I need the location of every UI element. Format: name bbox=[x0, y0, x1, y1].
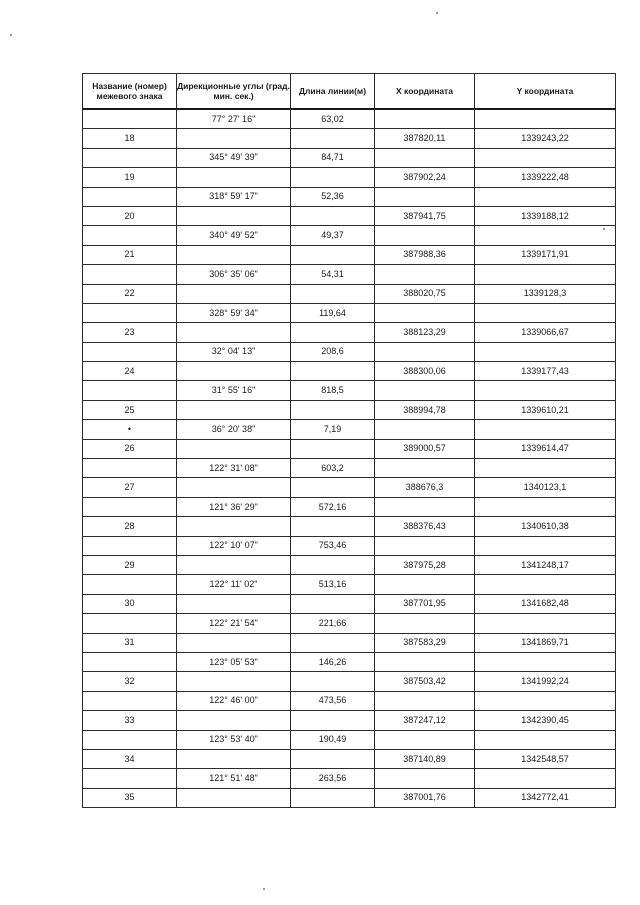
line-length-cell: 473,56 bbox=[291, 691, 375, 710]
x-coordinate-cell: 388676,3 bbox=[375, 478, 475, 497]
marker-name-cell bbox=[83, 187, 177, 206]
line-length-cell: 572,16 bbox=[291, 497, 375, 516]
line-length-cell bbox=[291, 478, 375, 497]
y-coordinate-cell: 1340610,38 bbox=[475, 517, 616, 536]
x-coordinate-cell: 387941,75 bbox=[375, 206, 475, 225]
table-row-marker bbox=[83, 245, 616, 264]
directional-angle-cell: 345° 49' 39" bbox=[177, 148, 291, 167]
line-length-cell bbox=[291, 594, 375, 613]
y-coordinate-cell bbox=[475, 769, 616, 788]
marker-name-cell bbox=[83, 614, 177, 633]
directional-angle-cell bbox=[177, 284, 291, 303]
line-length-cell: 190,49 bbox=[291, 730, 375, 749]
y-coordinate-cell bbox=[475, 691, 616, 710]
y-coordinate-cell: 1341248,17 bbox=[475, 555, 616, 574]
directional-angle-cell bbox=[177, 245, 291, 264]
y-coordinate-cell: 1339243,22 bbox=[475, 129, 616, 148]
boundary-marker-coordinates-table bbox=[82, 73, 616, 808]
header-y-coordinate: Y координата bbox=[475, 74, 616, 110]
x-coordinate-cell bbox=[375, 575, 475, 594]
marker-name-cell: 23 bbox=[83, 323, 177, 342]
table-row-segment bbox=[83, 652, 616, 671]
marker-name-cell bbox=[83, 342, 177, 361]
y-coordinate-cell: 1339128,3 bbox=[475, 284, 616, 303]
marker-name-cell: 27 bbox=[83, 478, 177, 497]
table-row-marker bbox=[83, 362, 616, 381]
table-row-marker bbox=[83, 594, 616, 613]
y-coordinate-cell: 1342772,41 bbox=[475, 788, 616, 807]
line-length-cell: 513,16 bbox=[291, 575, 375, 594]
x-coordinate-cell: 387583,29 bbox=[375, 633, 475, 652]
x-coordinate-cell bbox=[375, 226, 475, 245]
table-row-segment bbox=[83, 691, 616, 710]
x-coordinate-cell: 388300,06 bbox=[375, 362, 475, 381]
x-coordinate-cell bbox=[375, 109, 475, 129]
table-row-marker bbox=[83, 129, 616, 148]
line-length-cell: 7,19 bbox=[291, 420, 375, 439]
marker-name-cell bbox=[83, 497, 177, 516]
directional-angle-cell bbox=[177, 788, 291, 807]
x-coordinate-cell bbox=[375, 303, 475, 322]
line-length-cell bbox=[291, 749, 375, 768]
directional-angle-cell: 306° 35' 06" bbox=[177, 265, 291, 284]
directional-angle-cell bbox=[177, 129, 291, 148]
marker-name-cell: 31 bbox=[83, 633, 177, 652]
table-row-marker bbox=[83, 439, 616, 458]
directional-angle-cell: 122° 31' 08" bbox=[177, 459, 291, 478]
table-row-marker bbox=[83, 206, 616, 225]
y-coordinate-cell bbox=[475, 536, 616, 555]
marker-name-cell bbox=[83, 148, 177, 167]
marker-name-cell: 34 bbox=[83, 749, 177, 768]
x-coordinate-cell: 388994,78 bbox=[375, 400, 475, 419]
directional-angle-cell bbox=[177, 711, 291, 730]
line-length-cell bbox=[291, 206, 375, 225]
directional-angle-cell bbox=[177, 362, 291, 381]
line-length-cell bbox=[291, 362, 375, 381]
scan-speck bbox=[436, 12, 438, 14]
table-row-segment bbox=[83, 109, 616, 129]
directional-angle-cell: 123° 05' 53" bbox=[177, 652, 291, 671]
line-length-cell bbox=[291, 284, 375, 303]
y-coordinate-cell: 1339066,67 bbox=[475, 323, 616, 342]
y-coordinate-cell bbox=[475, 652, 616, 671]
line-length-cell bbox=[291, 672, 375, 691]
y-coordinate-cell bbox=[475, 187, 616, 206]
line-length-cell: 54,31 bbox=[291, 265, 375, 284]
table-row-marker bbox=[83, 633, 616, 652]
y-coordinate-cell bbox=[475, 420, 616, 439]
directional-angle-cell: 122° 46' 00" bbox=[177, 691, 291, 710]
directional-angle-cell bbox=[177, 323, 291, 342]
x-coordinate-cell: 387140,89 bbox=[375, 749, 475, 768]
table-row-segment bbox=[83, 342, 616, 361]
line-length-cell: 84,71 bbox=[291, 148, 375, 167]
y-coordinate-cell bbox=[475, 381, 616, 400]
x-coordinate-cell: 387975,28 bbox=[375, 555, 475, 574]
marker-name-cell bbox=[83, 769, 177, 788]
marker-name-cell: 28 bbox=[83, 517, 177, 536]
x-coordinate-cell bbox=[375, 381, 475, 400]
header-x-coordinate: X координата bbox=[375, 74, 475, 110]
x-coordinate-cell bbox=[375, 459, 475, 478]
x-coordinate-cell bbox=[375, 652, 475, 671]
x-coordinate-cell: 387001,76 bbox=[375, 788, 475, 807]
y-coordinate-cell bbox=[475, 148, 616, 167]
marker-name-cell bbox=[83, 303, 177, 322]
table-row-segment bbox=[83, 536, 616, 555]
scan-speck bbox=[10, 34, 12, 36]
directional-angle-cell bbox=[177, 749, 291, 768]
y-coordinate-cell bbox=[475, 614, 616, 633]
table-row-segment bbox=[83, 497, 616, 516]
y-coordinate-cell bbox=[475, 109, 616, 129]
x-coordinate-cell bbox=[375, 420, 475, 439]
table-row-marker bbox=[83, 284, 616, 303]
x-coordinate-cell bbox=[375, 148, 475, 167]
marker-name-cell: 22 bbox=[83, 284, 177, 303]
table-row-segment bbox=[83, 420, 616, 439]
marker-name-cell bbox=[83, 691, 177, 710]
y-coordinate-cell bbox=[475, 342, 616, 361]
line-length-cell bbox=[291, 168, 375, 187]
marker-name-cell: 24 bbox=[83, 362, 177, 381]
table-row-segment bbox=[83, 148, 616, 167]
table-row-marker bbox=[83, 749, 616, 768]
line-length-cell: 49,37 bbox=[291, 226, 375, 245]
line-length-cell bbox=[291, 555, 375, 574]
line-length-cell bbox=[291, 517, 375, 536]
header-line-length: Длина линии(м) bbox=[291, 74, 375, 110]
table-row-segment bbox=[83, 226, 616, 245]
x-coordinate-cell bbox=[375, 497, 475, 516]
directional-angle-cell: 36° 20' 38" bbox=[177, 420, 291, 439]
directional-angle-cell: 121° 36' 29" bbox=[177, 497, 291, 516]
directional-angle-cell bbox=[177, 168, 291, 187]
y-coordinate-cell: 1340123,1 bbox=[475, 478, 616, 497]
directional-angle-cell bbox=[177, 555, 291, 574]
marker-name-cell: 20 bbox=[83, 206, 177, 225]
y-coordinate-cell bbox=[475, 459, 616, 478]
directional-angle-cell: 122° 10' 07" bbox=[177, 536, 291, 555]
marker-name-cell: 33 bbox=[83, 711, 177, 730]
x-coordinate-cell: 387247,12 bbox=[375, 711, 475, 730]
y-coordinate-cell: 1342390,45 bbox=[475, 711, 616, 730]
y-coordinate-cell: 1339188,12 bbox=[475, 206, 616, 225]
line-length-cell bbox=[291, 711, 375, 730]
y-coordinate-cell bbox=[475, 497, 616, 516]
x-coordinate-cell bbox=[375, 536, 475, 555]
y-coordinate-cell bbox=[475, 226, 616, 245]
directional-angle-cell: 77° 27' 16" bbox=[177, 109, 291, 129]
table-row-marker bbox=[83, 517, 616, 536]
line-length-cell bbox=[291, 439, 375, 458]
marker-name-cell: 26 bbox=[83, 439, 177, 458]
marker-name-cell bbox=[83, 730, 177, 749]
x-coordinate-cell bbox=[375, 769, 475, 788]
directional-angle-cell bbox=[177, 672, 291, 691]
x-coordinate-cell: 387701,95 bbox=[375, 594, 475, 613]
x-coordinate-cell bbox=[375, 691, 475, 710]
line-length-cell bbox=[291, 788, 375, 807]
line-length-cell: 208,6 bbox=[291, 342, 375, 361]
marker-name-cell bbox=[83, 109, 177, 129]
line-length-cell: 63,02 bbox=[291, 109, 375, 129]
scan-speck bbox=[263, 888, 265, 890]
directional-angle-cell: 318° 59' 17" bbox=[177, 187, 291, 206]
directional-angle-cell bbox=[177, 594, 291, 613]
marker-name-cell bbox=[83, 652, 177, 671]
y-coordinate-cell: 1339171,91 bbox=[475, 245, 616, 264]
x-coordinate-cell: 388020,75 bbox=[375, 284, 475, 303]
y-coordinate-cell: 1341682,48 bbox=[475, 594, 616, 613]
y-coordinate-cell bbox=[475, 303, 616, 322]
line-length-cell: 146,26 bbox=[291, 652, 375, 671]
y-coordinate-cell bbox=[475, 265, 616, 284]
table-row-marker bbox=[83, 555, 616, 574]
line-length-cell: 263,56 bbox=[291, 769, 375, 788]
y-coordinate-cell: 1341869,71 bbox=[475, 633, 616, 652]
marker-name-cell: 32 bbox=[83, 672, 177, 691]
line-length-cell bbox=[291, 245, 375, 264]
y-coordinate-cell bbox=[475, 575, 616, 594]
directional-angle-cell: 122° 11' 02" bbox=[177, 575, 291, 594]
marker-name-cell: 29 bbox=[83, 555, 177, 574]
marker-name-cell bbox=[83, 575, 177, 594]
directional-angle-cell bbox=[177, 439, 291, 458]
line-length-cell: 119,64 bbox=[291, 303, 375, 322]
directional-angle-cell bbox=[177, 517, 291, 536]
table-row-segment bbox=[83, 381, 616, 400]
line-length-cell: 818,5 bbox=[291, 381, 375, 400]
directional-angle-cell bbox=[177, 400, 291, 419]
line-length-cell: 221,66 bbox=[291, 614, 375, 633]
table-row-marker bbox=[83, 400, 616, 419]
marker-name-cell bbox=[83, 459, 177, 478]
y-coordinate-cell: 1339222,48 bbox=[475, 168, 616, 187]
directional-angle-cell: 122° 21' 54" bbox=[177, 614, 291, 633]
table-body bbox=[83, 109, 616, 808]
table-row-segment bbox=[83, 730, 616, 749]
directional-angle-cell: 121° 51' 48" bbox=[177, 769, 291, 788]
directional-angle-cell bbox=[177, 478, 291, 497]
line-length-cell: 603,2 bbox=[291, 459, 375, 478]
directional-angle-cell: 31° 55' 16" bbox=[177, 381, 291, 400]
y-coordinate-cell: 1339614,47 bbox=[475, 439, 616, 458]
y-coordinate-cell: 1339610,21 bbox=[475, 400, 616, 419]
table-row-segment bbox=[83, 303, 616, 322]
table-header-row bbox=[83, 74, 616, 110]
table-row-marker bbox=[83, 323, 616, 342]
header-directional-angle: Дирекционные углы (град. мин. сек.) bbox=[177, 74, 291, 110]
y-coordinate-cell: 1342548,57 bbox=[475, 749, 616, 768]
line-length-cell bbox=[291, 323, 375, 342]
line-length-cell bbox=[291, 400, 375, 419]
x-coordinate-cell: 387820,11 bbox=[375, 129, 475, 148]
table-row-segment bbox=[83, 614, 616, 633]
table-row-segment bbox=[83, 769, 616, 788]
x-coordinate-cell: 387503,42 bbox=[375, 672, 475, 691]
x-coordinate-cell bbox=[375, 342, 475, 361]
marker-name-cell bbox=[83, 536, 177, 555]
table-row-marker bbox=[83, 478, 616, 497]
marker-name-cell bbox=[83, 381, 177, 400]
line-length-cell: 753,46 bbox=[291, 536, 375, 555]
x-coordinate-cell: 388376,43 bbox=[375, 517, 475, 536]
marker-name-cell: 35 bbox=[83, 788, 177, 807]
marker-name-cell bbox=[83, 226, 177, 245]
table-row-segment bbox=[83, 187, 616, 206]
line-length-cell: 52,36 bbox=[291, 187, 375, 206]
marker-name-cell: 21 bbox=[83, 245, 177, 264]
x-coordinate-cell bbox=[375, 187, 475, 206]
y-coordinate-cell bbox=[475, 730, 616, 749]
marker-name-cell: • bbox=[83, 420, 177, 439]
header-marker-name: Название (номер) межевого знака bbox=[83, 74, 177, 110]
directional-angle-cell bbox=[177, 206, 291, 225]
directional-angle-cell: 340° 49' 52" bbox=[177, 226, 291, 245]
directional-angle-cell: 328° 59' 34" bbox=[177, 303, 291, 322]
x-coordinate-cell: 387988,36 bbox=[375, 245, 475, 264]
marker-name-cell: 19 bbox=[83, 168, 177, 187]
table-row-marker bbox=[83, 168, 616, 187]
line-length-cell bbox=[291, 633, 375, 652]
x-coordinate-cell: 387902,24 bbox=[375, 168, 475, 187]
x-coordinate-cell: 389000,57 bbox=[375, 439, 475, 458]
table-row-marker bbox=[83, 711, 616, 730]
marker-name-cell: 25 bbox=[83, 400, 177, 419]
marker-name-cell bbox=[83, 265, 177, 284]
marker-name-cell: 30 bbox=[83, 594, 177, 613]
directional-angle-cell: 123° 53' 40" bbox=[177, 730, 291, 749]
table-row-marker bbox=[83, 672, 616, 691]
table-row-segment bbox=[83, 575, 616, 594]
x-coordinate-cell: 388123,29 bbox=[375, 323, 475, 342]
marker-name-cell: 18 bbox=[83, 129, 177, 148]
x-coordinate-cell bbox=[375, 730, 475, 749]
directional-angle-cell bbox=[177, 633, 291, 652]
x-coordinate-cell bbox=[375, 614, 475, 633]
table-row-marker bbox=[83, 788, 616, 807]
table-row-segment bbox=[83, 459, 616, 478]
y-coordinate-cell: 1341992,24 bbox=[475, 672, 616, 691]
line-length-cell bbox=[291, 129, 375, 148]
y-coordinate-cell: 1339177,43 bbox=[475, 362, 616, 381]
x-coordinate-cell bbox=[375, 265, 475, 284]
directional-angle-cell: 32° 04' 13" bbox=[177, 342, 291, 361]
table-row-segment bbox=[83, 265, 616, 284]
